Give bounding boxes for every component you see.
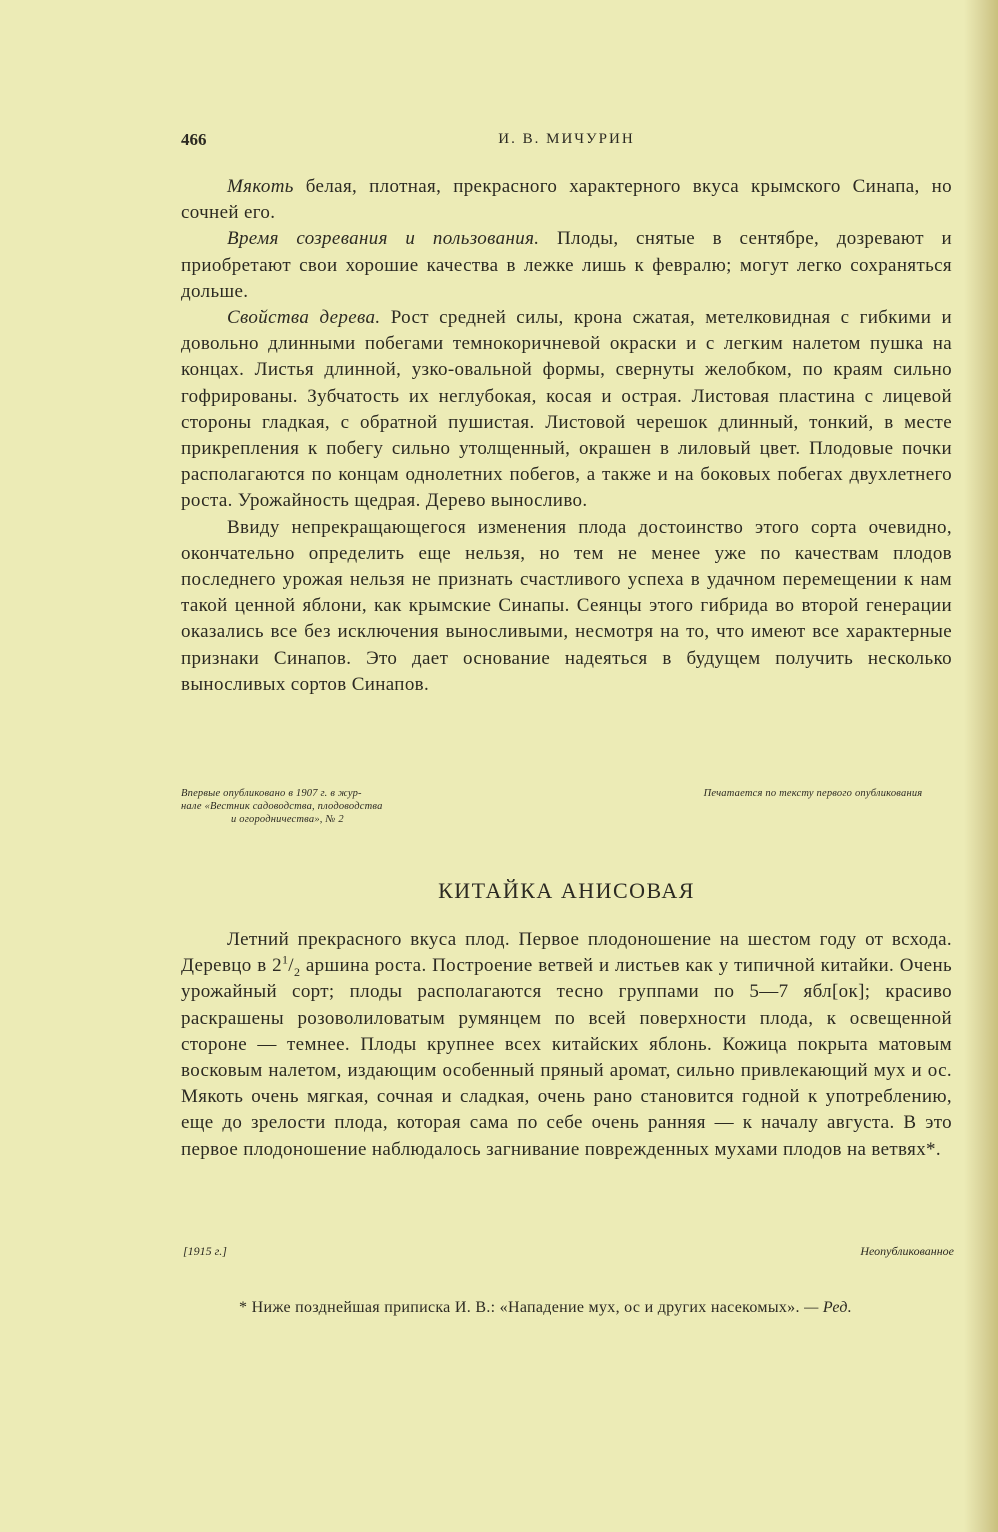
footnote-editor: — Ред. — [799, 1299, 853, 1316]
fraction-denominator: 2 — [293, 965, 301, 979]
credit-line: нале «Вестник садоводства, плодоводства — [181, 801, 383, 812]
page-number: 466 — [181, 130, 207, 149]
print-source-note: Печатается по тексту первого опубликования — [703, 788, 923, 799]
footnote — [181, 1298, 952, 1318]
top-article-text — [181, 174, 952, 698]
paragraph-ripening — [181, 226, 952, 305]
paragraph-flesh — [181, 174, 952, 226]
unpublished-note: Неопубликованное — [860, 1244, 954, 1258]
credit-line: и огородничества», № 2 — [231, 814, 344, 825]
publication-credit — [181, 787, 481, 826]
section-title: КИТАЙКА АНИСОВАЯ — [438, 878, 695, 903]
footnote-text: * Ниже позднейшая приписка И. В.: «Нападение мух, ос и других насекомых». — [239, 1299, 800, 1316]
section-text-start: Летний прекрасного вкуса плод. Первое плодоношение на шестом году от всхода. Деревцо в 2 — [181, 929, 952, 977]
page-header — [181, 130, 952, 154]
fraction-slash: / — [288, 955, 294, 977]
running-title: И. В. МИЧУРИН — [498, 131, 635, 147]
paragraph-tree-properties — [181, 305, 952, 515]
paragraph-conclusion: Ввиду непрекращающегося изменения плода достоинство этого сорта очевидно, окончательно определить еще нельзя, но тем не менее уже по качествам плодов последнего урожая нельзя не признать счастливого успеха в удачном перемещении к нам такой ценной яблони, как крымские Синапы. Сеянцы этого гибрида во второй генерации оказались все без исключения выносливыми, несмотря на то, что имеют все характерные признаки Синапов. Это дает основание надеяться в будущем получить несколько выносливых сортов Синапов. — [181, 516, 952, 695]
page-edge-shadow — [964, 0, 998, 1532]
fraction-numerator: 1 — [281, 952, 289, 967]
section-paragraph — [181, 927, 952, 1163]
term-tree-properties: Свойства дерева. — [227, 307, 381, 329]
term-flesh: Мякоть — [227, 176, 294, 197]
section-text — [181, 927, 952, 1163]
paragraph-text: белая, плотная, прекрасного характерного вкуса крымского Синапа, но сочней его. — [181, 176, 952, 224]
term-ripening: Время созревания и пользования. — [227, 228, 540, 250]
paragraph-text: Плоды, снятые в сентябре, дозревают и приобретают свои хорошие качества в лежке лишь к февралю; могут легко сохраняться дольше. — [181, 228, 952, 302]
section-text-end: аршина роста. Построение ветвей и листьев как у типичной китайки. Очень урожайный сорт; плоды располагаются тесно группами по 5—7 ябл[ок]; красиво раскрашены розоволиловатым румянцем по всей поверхности плода, к освещенной стороне — темнее. Плоды крупнее всех китайских яблонь. Кожица покрыта матовым восковым налетом, издающим особенный пряный аромат, сильно привлекающий мух и ос. Мякоть очень мягкая, сочная и сладкая, очень рано становится годной к употреблению, еще до зрелости плода, которая сама по себе очень ранняя — к началу августа. В это первое плодоношение наблюдалось загнивание поврежденных мухами плодов на ветвях*. — [181, 955, 952, 1160]
date-signature: [1915 г.] — [183, 1244, 227, 1258]
paragraph-text: Рост средней силы, крона сжатая, метелковидная с гибкими и довольно длинными побегами темнокоричневой окраски и с легким налетом пушка на концах. Листья длинной, узко-овальной формы, свернуты желобком, по краям сильно гофрированы. Зубчатость их неглубокая, косая и острая. Листовая пластина с лицевой стороны гладкая, с обратной пушистая. Листовой черешок длинный, тонкий, в месте прикрепления к побегу сильно утолщенный, окрашен в лиловый цвет. Плодовые почки располагаются по концам однолетних побегов, а также и на боковых побегах двухлетнего роста. Урожайность щедрая. Дерево выносливо. — [181, 307, 952, 512]
credit-line: Впервые опубликовано в 1907 г. в жур- — [181, 788, 362, 799]
